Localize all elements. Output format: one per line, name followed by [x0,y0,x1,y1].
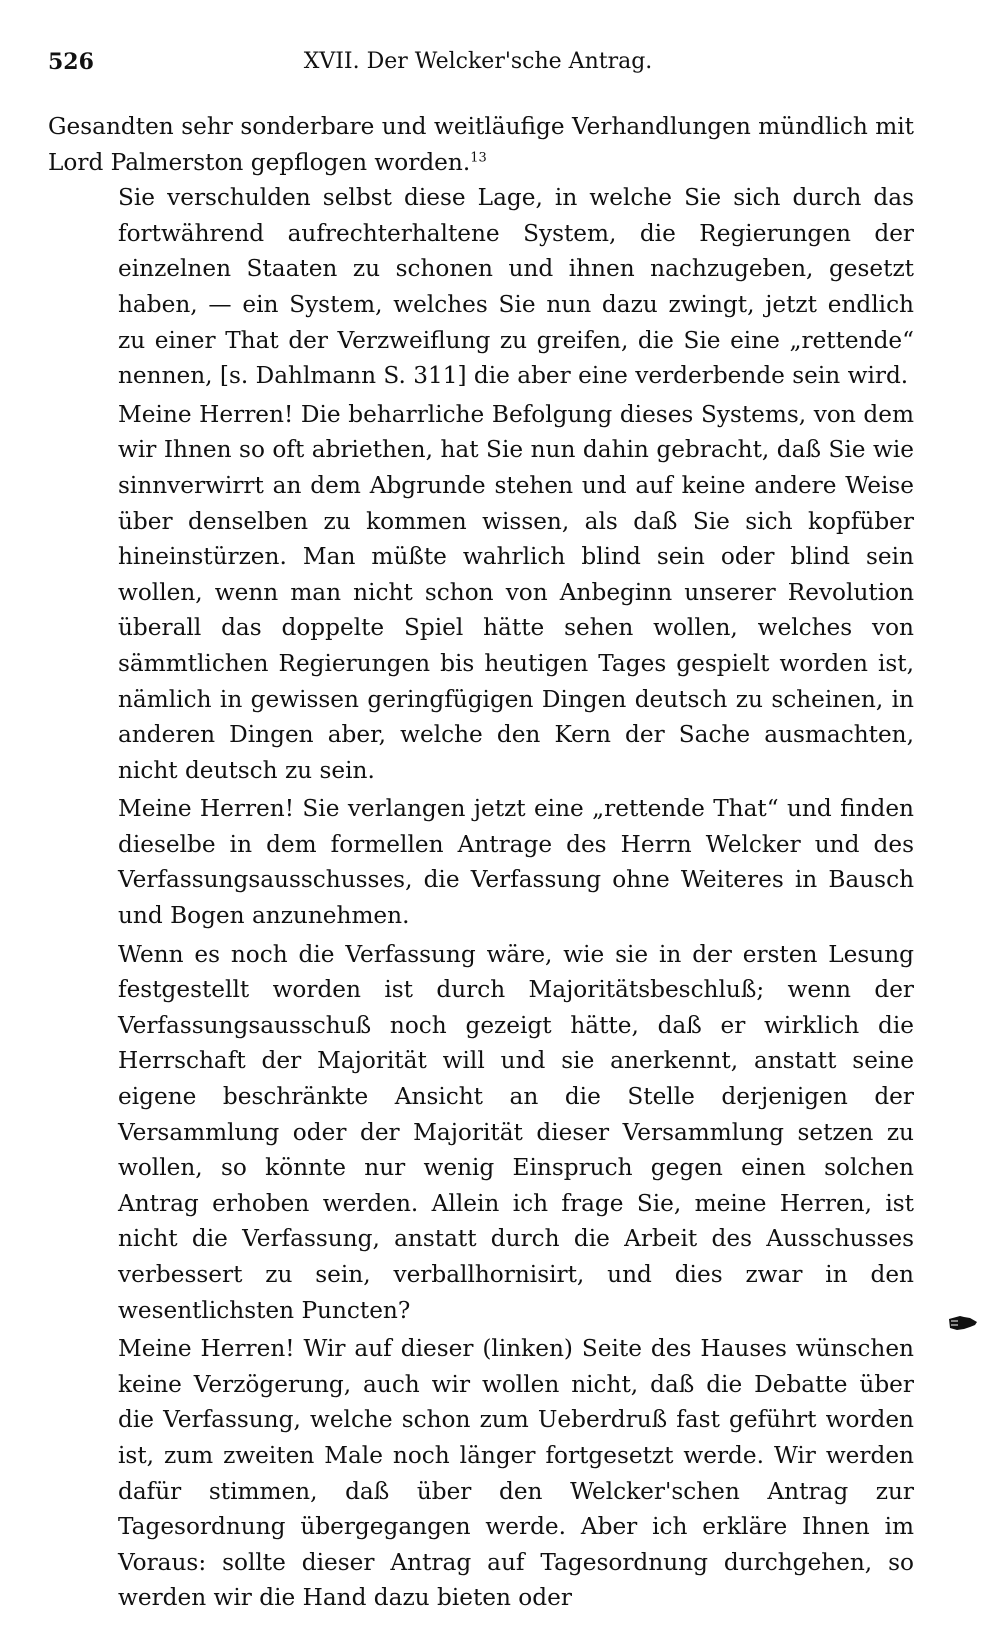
page-header [48,44,908,80]
paragraph-4: Meine Herren! Sie verlangen jetzt eine „rettende That“ und finden dieselbe in dem formellen Antrage des Herrn Welcker und des Verfassungsausschusses, die Verfassung ohne Weiteres in Bausch und Bogen anzunehmen. [118,795,914,930]
body-text [48,109,914,1616]
running-head: XVII. Der Welcker'sche Antrag. [303,49,653,74]
paragraph-2: Sie verschulden selbst diese Lage, in welche Sie sich durch das fortwährend aufrechterhaltene System, die Regierungen der einzelnen Staaten zu schonen und ihnen nachzugeben, gesetzt haben, — ein System, welches Sie nun dazu zwingt, jetzt endlich zu einer That der Verzweiflung zu greifen, die Sie eine „rettende“ nennen, [s. Dahlmann S. 311] die aber eine verderbende sein wird. [118,184,914,390]
paragraph-3: Meine Herren! Die beharrliche Befolgung dieses Systems, von dem wir Ihnen so oft abriethen, hat Sie nun dahin gebracht, daß Sie wie sinnverwirrt an dem Abgrunde stehen und auf keine andere Weise über denselben zu kommen wissen, als daß Sie sich kopfüber hineinstürzen. Man müßte wahrlich blind sein oder blind sein wollen, wenn man nicht schon von Anbeginn unserer Revolution überall das doppelte Spiel hätte sehen wollen, welches von sämmtlichen Regierungen bis heutigen Tages gespielt worden ist, nämlich in gewissen geringfügigen Dingen deutsch zu scheinen, in anderen Dingen aber, welche den Kern der Sache ausmachten, nicht deutsch zu sein. [118,400,914,784]
paragraph-1 [48,109,914,180]
paragraph-1-text: Gesandten sehr sonderbare und weitläufige Verhandlungen mündlich mit Lord Palmerston gepflogen worden. [48,113,914,176]
footnote-ref: 13 [470,149,487,165]
paragraph-5: Wenn es noch die Verfassung wäre, wie sie in der ersten Lesung festgestellt worden ist durch Majoritätsbeschluß; wenn der Verfassungsausschuß noch gezeigt hätte, daß er wirklich die Herrschaft der Majorität will und sie anerkennt, anstatt seine eigene beschränkte Ansicht an die Stelle derjenigen der Versammlung oder der Majorität dieser Versammlung setzen zu wollen, so könnte nur wenig Einspruch gegen einen solchen Antrag erhoben werden. Allein ich frage Sie, meine Herren, ist nicht die Verfassung, anstatt durch die Arbeit des Ausschusses verbessert zu sein, verballhornisirt, und dies zwar in den wesentlichsten Puncten? [118,940,914,1324]
page-number: 526 [48,49,94,75]
pointing-hand-icon [948,1313,978,1333]
paragraph-6: Meine Herren! Wir auf dieser (linken) Seite des Hauses wünschen keine Verzögerung, auch wir wollen nicht, daß die Debatte über die Verfassung, welche schon zum Ueberdruß fast geführt worden ist, zum zweiten Male noch länger fortgesetzt werde. Wir werden dafür stimmen, daß über den Welcker'schen Antrag zur Tagesordnung übergegangen werde. Aber ich erkläre Ihnen im Voraus: sollte dieser Antrag auf Tagesordnung durchgehen, so werden wir die Hand dazu bieten oder [118,1335,914,1612]
